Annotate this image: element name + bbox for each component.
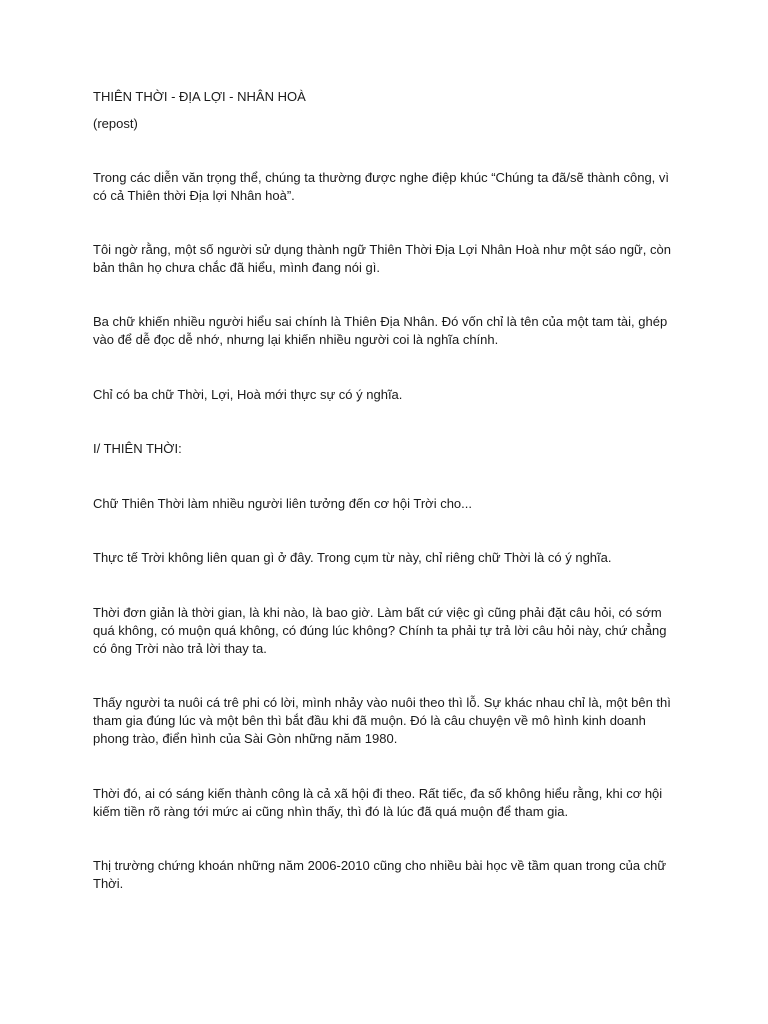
section-heading: I/ THIÊN THỜI: [93, 441, 182, 456]
paragraph: Thực tế Trời không liên quan gì ở đây. Trong cụm từ này, chỉ riêng chữ Thời là có ý nghĩa. [93, 550, 612, 565]
paragraph: Ba chữ khiến nhiều người hiểu sai chính là Thiên Địa Nhân. Đó vốn chỉ là tên của một tam tài, ghép vào để dễ đọc dễ nhớ, nhưng lại khiến nhiều người coi là nghĩa chính. [93, 314, 668, 347]
paragraph: Thị trường chứng khoán những năm 2006-2010 cũng cho nhiều bài học về tầm quan trong của chữ Thời. [93, 858, 667, 891]
document-subtitle: (repost) [93, 116, 138, 131]
paragraph: Chỉ có ba chữ Thời, Lợi, Hoà mới thực sự có ý nghĩa. [93, 387, 403, 402]
document-title: THIÊN THỜI - ĐỊA LỢI - NHÂN HOÀ [93, 89, 306, 104]
paragraph: Chữ Thiên Thời làm nhiều người liên tưởng đến cơ hội Trời cho... [93, 496, 472, 511]
paragraph: Thời đó, ai có sáng kiến thành công là cả xã hội đi theo. Rất tiếc, đa số không hiểu rằng, khi cơ hội kiếm tiền rõ ràng tới mức ai cũng nhìn thấy, thì đó là lúc đã quá muộn để tham gia. [93, 786, 663, 819]
paragraph: Tôi ngờ rằng, một số người sử dụng thành ngữ Thiên Thời Địa Lợi Nhân Hoà như một sáo ngữ, còn bản thân họ chưa chắc đã hiểu, mình đang nói gì. [93, 242, 671, 275]
paragraph: Thấy người ta nuôi cá trê phi có lời, mình nhảy vào nuôi theo thì lỗ. Sự khác nhau chỉ là, một bên thì tham gia đúng lúc và một bên thì bắt đầu khi đã muộn. Đó là câu chuyện về mô hình kinh doanh phong trào, điển hình của Sài Gòn những năm 1980. [93, 695, 671, 746]
paragraph: Thời đơn giản là thời gian, là khi nào, là bao giờ. Làm bất cứ việc gì cũng phải đặt câu hỏi, có sớm quá không, có muộn quá không, có đúng lúc không? Chính ta phải tự trả lời câu hỏi này, chứ chẳng có ông Trời nào trả lời thay ta. [93, 605, 667, 656]
paragraph: Trong các diễn văn trọng thể, chúng ta thường được nghe điệp khúc “Chúng ta đã/sẽ thành công, vì có cả Thiên thời Địa lợi Nhân hoà”. [93, 170, 670, 203]
